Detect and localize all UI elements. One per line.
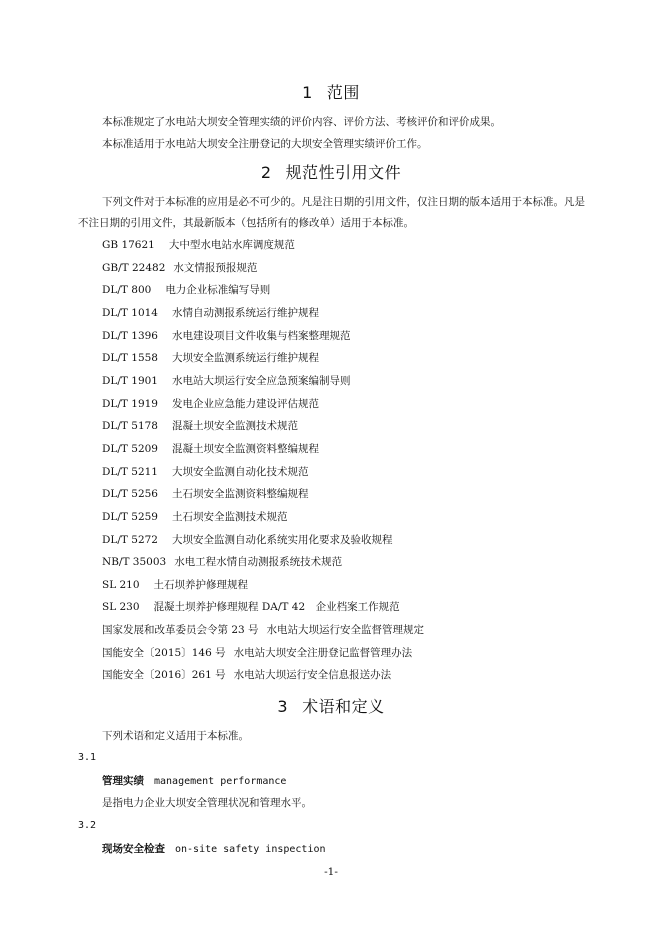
section-title: 范围 <box>326 83 360 102</box>
reference-title: 土石坝安全监测资料整编规程 <box>172 488 309 501</box>
reference-code: 国能安全〔2016〕261 号 <box>102 669 226 682</box>
reference-item <box>102 599 400 614</box>
scope-paragraph-2: 本标准适用于水电站大坝安全注册登记的大坝安全管理实绩评价工作。 <box>102 138 428 150</box>
reference-title: 土石坝养护修理规程 <box>153 578 249 591</box>
reference-code: DL/T 1014 <box>102 306 158 319</box>
reference-title: 水电站大坝运行安全信息报送办法 <box>233 669 392 682</box>
reference-code: SL 210 <box>102 578 140 591</box>
reference-item <box>102 260 257 275</box>
reference-title: 水电站大坝安全注册登记监督管理办法 <box>233 646 413 659</box>
reference-code: DL/T 5211 <box>102 465 158 478</box>
reference-title: 水电站大坝运行安全监督管理规定 <box>266 624 425 636</box>
term-entry <box>102 841 326 856</box>
reference-title: 水文情报预报规范 <box>173 261 258 274</box>
reference-item <box>102 554 342 569</box>
section-title: 术语和定义 <box>302 697 385 716</box>
section-number: 3 <box>277 697 289 716</box>
reference-code: NB/T 35003 <box>102 556 167 569</box>
term-english: on-site safety inspection <box>175 844 326 855</box>
reference-item <box>102 532 393 547</box>
reference-title: 水电建设项目文件收集与档案整理规范 <box>172 329 351 342</box>
reference-code: DL/T 1901 <box>102 374 158 387</box>
reference-item <box>102 645 412 660</box>
reference-title: 土石坝安全监测技术规范 <box>172 510 288 523</box>
reference-title: 混凝土坝养护修理规程 DA/T 42 企业档案工作规范 <box>153 601 400 614</box>
section-1-heading <box>0 80 662 103</box>
normative-intro: 下列文件对于本标准的应用是必不可少的。凡是注日期的引用文件，仅注日期的版本适用于本标准。凡是不注日期的引用文件，其最新版本（包括所有的修改单）适用于本标准。 <box>78 196 585 229</box>
reference-item <box>102 622 424 637</box>
reference-code: DL/T 5256 <box>102 488 158 501</box>
section-title: 规范性引用文件 <box>285 163 402 182</box>
term-english: management performance <box>154 776 287 787</box>
page-number: -1- <box>324 866 338 878</box>
reference-item <box>102 418 298 433</box>
section-number: 1 <box>302 83 313 102</box>
reference-item <box>102 667 391 682</box>
reference-title: 大坝安全监测自动化技术规范 <box>172 465 309 478</box>
reference-item <box>102 282 270 297</box>
reference-item <box>102 305 319 320</box>
reference-title: 水电工程水情自动测报系统技术规范 <box>174 556 343 569</box>
reference-title: 混凝土坝安全监测资料整编规程 <box>172 442 319 455</box>
reference-item <box>102 486 309 501</box>
reference-code: DL/T 5272 <box>102 533 158 546</box>
reference-title: 大坝安全监测系统运行维护规程 <box>172 352 319 365</box>
reference-title: 混凝土坝安全监测技术规范 <box>172 420 298 433</box>
reference-item <box>102 464 309 479</box>
term-entry <box>102 773 286 788</box>
scope-paragraph-1: 本标准规定了水电站大坝安全管理实绩的评价内容、评价方法、考核评价和评价成果。 <box>102 116 501 128</box>
term-chinese: 管理实绩 <box>102 775 144 787</box>
reference-code: 国能安全〔2015〕146 号 <box>102 646 226 659</box>
reference-code: 国家发展和改革委员会令第 23 号 <box>102 624 259 636</box>
reference-title: 大坝安全监测自动化系统实用化要求及验收规程 <box>172 533 393 546</box>
reference-title: 发电企业应急能力建设评估规范 <box>172 397 319 410</box>
reference-code: DL/T 5209 <box>102 442 158 455</box>
reference-code: DL/T 1558 <box>102 352 158 365</box>
term-definition: 是指电力企业大坝安全管理状况和管理水平。 <box>102 797 312 809</box>
reference-code: DL/T 5178 <box>102 420 158 433</box>
reference-code: DL/T 1396 <box>102 329 158 342</box>
term-number: 3.2 <box>78 820 97 831</box>
section-3-heading <box>0 694 662 717</box>
reference-item <box>102 237 295 252</box>
term-number: 3.1 <box>78 752 97 763</box>
reference-code: DL/T 1919 <box>102 397 158 410</box>
reference-title: 水电站大坝运行安全应急预案编制导则 <box>172 374 351 387</box>
reference-item <box>102 509 288 524</box>
term-chinese: 现场安全检查 <box>102 843 165 855</box>
reference-item <box>102 373 351 388</box>
section-2-heading <box>0 160 662 183</box>
reference-code: SL 230 <box>102 601 140 614</box>
reference-code: GB 17621 <box>102 239 155 251</box>
reference-item <box>102 328 351 343</box>
reference-code: DL/T 5259 <box>102 510 158 523</box>
reference-item <box>102 350 319 365</box>
reference-item <box>102 396 319 411</box>
reference-title: 电力企业标准编写导则 <box>165 284 271 297</box>
reference-code: GB/T 22482 <box>102 261 166 274</box>
reference-item <box>102 577 248 592</box>
section-number: 2 <box>260 163 272 182</box>
reference-code: DL/T 800 <box>102 284 152 297</box>
terms-intro: 下列术语和定义适用于本标准。 <box>102 730 249 742</box>
reference-item <box>102 441 319 456</box>
reference-title: 水情自动测报系统运行维护规程 <box>172 306 319 319</box>
reference-title: 大中型水电站水库调度规范 <box>168 239 295 251</box>
